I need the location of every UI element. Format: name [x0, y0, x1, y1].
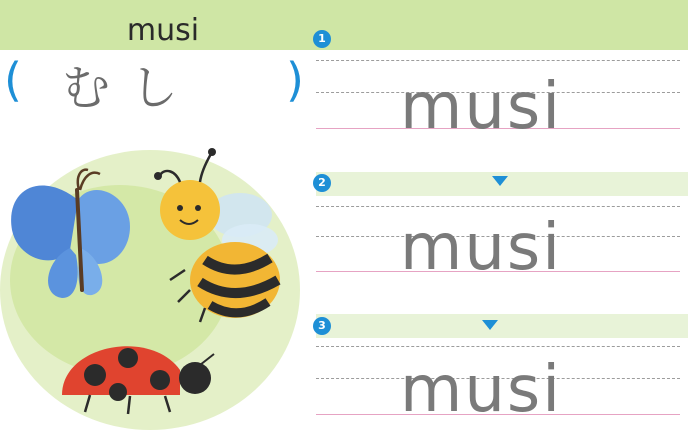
step-number-2: 2 [313, 174, 331, 192]
step-number-3: 3 [313, 317, 331, 335]
romaji-title: musi [126, 13, 200, 48]
down-arrow-icon [482, 320, 498, 330]
kana-reading: むし [62, 60, 199, 116]
traced-word: musi [400, 353, 563, 427]
guide-line-top [316, 60, 680, 61]
down-arrow-icon [492, 176, 508, 186]
instruction-strip [316, 314, 688, 338]
traced-word: musi [400, 70, 563, 144]
header-band [0, 0, 688, 50]
guide-line-top [316, 206, 680, 207]
traced-word: musi [400, 211, 563, 285]
guide-line-top [316, 346, 680, 347]
close-parenthesis: ) [286, 53, 304, 107]
step-number-1: 1 [313, 30, 331, 48]
open-parenthesis: ( [4, 53, 22, 107]
insects-illustration [0, 130, 310, 439]
